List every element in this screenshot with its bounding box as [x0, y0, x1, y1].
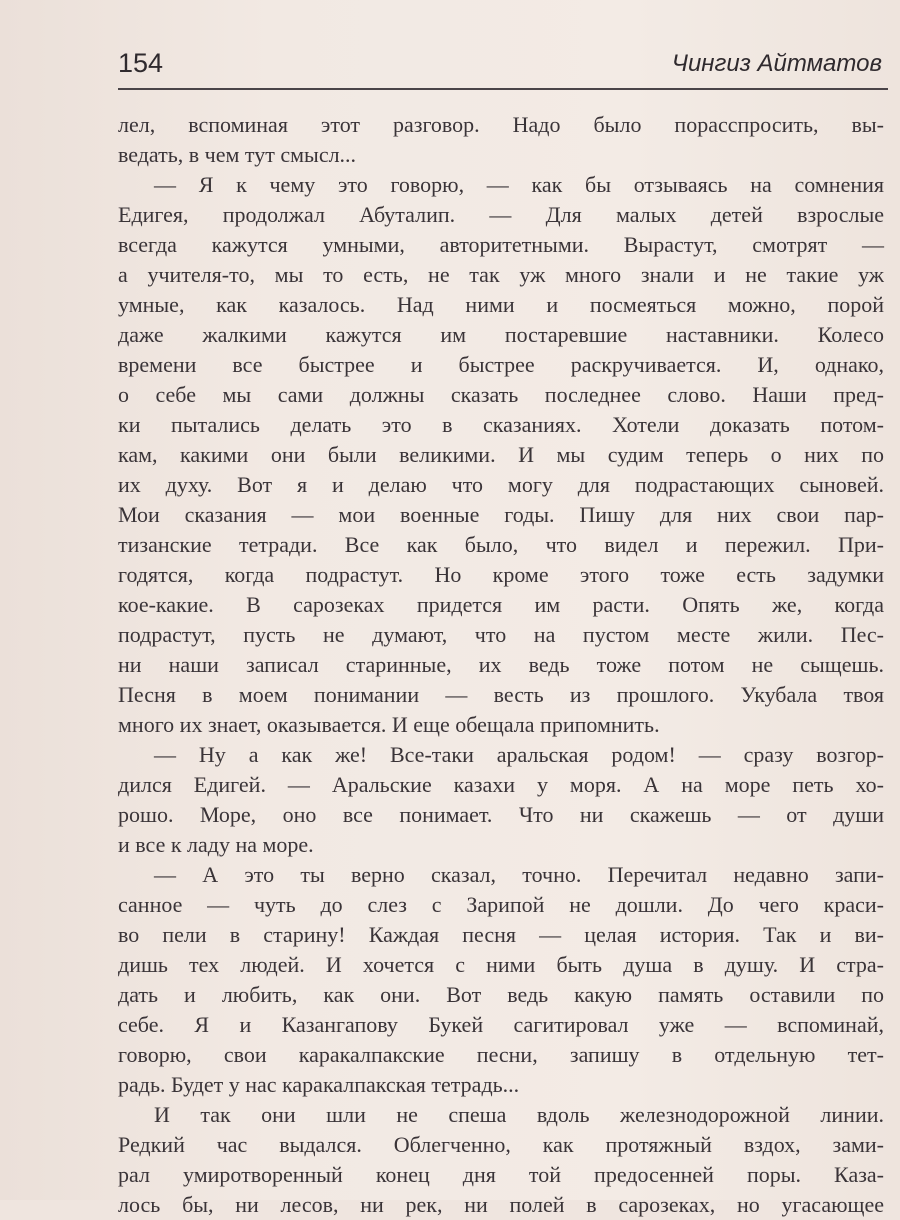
text-line: себе. Я и Казангапову Букей сагитировал уже — вспоминай,	[118, 1012, 884, 1037]
text-line: Едигея, продолжал Абуталип. — Для малых детей взрослые	[118, 202, 884, 227]
text-line: санное — чуть до слез с Зарипой не дошли. До чего краси-	[118, 892, 884, 917]
text-line: кое-какие. В сарозеках придется им расти. Опять же, когда	[118, 592, 884, 617]
text-line: времени все быстрее и быстрее раскручивается. И, однако,	[118, 352, 884, 377]
text-line: их духу. Вот я и делаю что могу для подрастающих сыновей.	[118, 472, 884, 497]
page-header	[118, 44, 888, 90]
text-line: умные, как казалось. Над ними и посмеяться можно, порой	[118, 292, 884, 317]
text-line: и все к ладу на море.	[118, 832, 314, 857]
text-line: — Ну а как же! Все-таки аральская родом! — сразу возгор-	[154, 742, 884, 767]
text-line: во пели в старину! Каждая песня — целая история. Так и ви-	[118, 922, 884, 947]
text-line: — А это ты верно сказал, точно. Перечитал недавно запи-	[154, 862, 884, 887]
text-line: кам, какими они были великими. И мы судим теперь о них по	[118, 442, 884, 467]
text-line: И так они шли не спеша вдоль железнодорожной линии.	[154, 1102, 884, 1127]
text-line: — Я к чему это говорю, — как бы отзываясь на сомнения	[154, 172, 884, 197]
text-line: всегда кажутся умными, авторитетными. Вырастут, смотрят —	[118, 232, 884, 257]
text-line: ни наши записал старинные, их ведь тоже потом не сыщешь.	[118, 652, 884, 677]
text-line: радь. Будет у нас каракалпакская тетрадь...	[118, 1072, 520, 1097]
text-line: говорю, свои каракалпакские песни, запишу в отдельную тет-	[118, 1042, 884, 1067]
text-line: годятся, когда подрастут. Но кроме этого тоже есть задумки	[118, 562, 884, 587]
text-line: дать и любить, как они. Вот ведь какую память оставили по	[118, 982, 884, 1007]
text-line: тизанские тетради. Все как было, что видел и пережил. При-	[118, 532, 884, 557]
text-line: Редкий час выдался. Облегченно, как протяжный вздох, зами-	[118, 1132, 884, 1157]
text-line: дишь тех людей. И хочется с ними быть душа в душу. И стра-	[118, 952, 884, 977]
text-line: лось бы, ни лесов, ни рек, ни полей в сарозеках, но угасающее	[118, 1192, 884, 1217]
running-title: Чингиз Айтматов	[671, 50, 882, 77]
text-line: много их знает, оказывается. И еще обещала припомнить.	[118, 712, 660, 737]
page-number: 154	[118, 48, 164, 78]
text-line: Мои сказания — мои военные годы. Пишу для них свои пар-	[118, 502, 884, 527]
body-text	[118, 110, 884, 1220]
text-line: Песня в моем понимании — весть из прошлого. Укубала твоя	[118, 682, 884, 707]
text-line: рал умиротворенный конец дня той предосенней поры. Каза-	[118, 1162, 884, 1187]
text-line: дился Едигей. — Аральские казахи у моря. А на море петь хо-	[118, 772, 884, 797]
text-line: рошо. Море, оно все понимает. Что ни скажешь — от души	[118, 802, 884, 827]
text-line: о себе мы сами должны сказать последнее слово. Наши пред-	[118, 382, 884, 407]
text-line: ведать, в чем тут смысл...	[118, 142, 357, 167]
text-line: даже жалкими кажутся им постаревшие наставники. Колесо	[118, 322, 884, 347]
text-line: а учителя-то, мы то есть, не так уж много знали и не такие уж	[118, 262, 884, 287]
text-line: подрастут, пусть не думают, что на пустом месте жили. Пес-	[118, 622, 884, 647]
text-line: ки пытались делать это в сказаниях. Хотели доказать потом-	[118, 412, 884, 437]
text-line: лел, вспоминая этот разговор. Надо было порасспросить, вы-	[118, 112, 884, 137]
